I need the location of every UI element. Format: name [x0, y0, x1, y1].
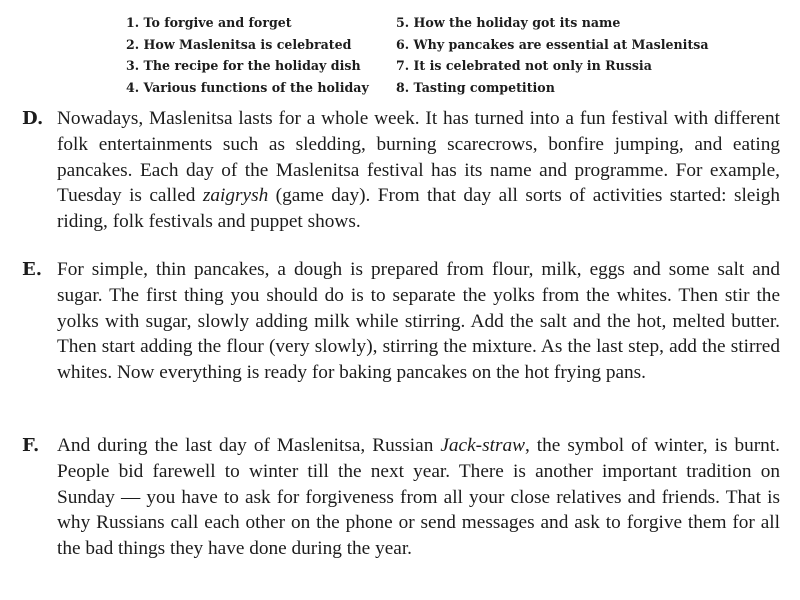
paragraph-d	[22, 106, 780, 235]
paragraph-text	[57, 433, 780, 562]
heading-item: 6. Why pancakes are essential at Maslenitsa	[396, 36, 709, 52]
text-run: Nowadays, Maslenitsa lasts for a whole week. It has turned into a fun festival with different folk entertainments such as sledding, burning scarecrows, bonfire jumping, and eating pancakes. Each day of the Maslenitsa festival has its name and programme. For example, Tuesday is called	[57, 108, 780, 207]
headings-list	[126, 12, 709, 98]
heading-item: 5. How the holiday got its name	[396, 15, 621, 30]
text-run: And during the last day of Maslenitsa, Russian	[57, 435, 441, 456]
paragraph-letter: F.	[22, 435, 40, 456]
paragraph-text	[57, 106, 780, 235]
italic-term: Jack-straw	[440, 435, 525, 456]
text-run: (game day). From that day all sorts of activities started: sleigh riding, folk festivals and puppet shows.	[57, 185, 781, 233]
paragraph-letter: E.	[22, 259, 42, 280]
heading-item: 8. Tasting competition	[396, 79, 555, 95]
text-run: , the symbol of winter, is burnt. People bid farewell to winter till the next year. There is another important tradition on Sunday — you have to ask for forgiveness from all your close relatives and friends. That is why Russians call each other on the phone or send messages and ask to forgive them for all the bad things they have done during the year.	[57, 435, 780, 560]
heading-item: 1. To forgive and forget	[126, 15, 292, 30]
heading-item: 2. How Maslenitsa is celebrated	[126, 36, 352, 52]
paragraph-f	[22, 433, 780, 562]
heading-item: 4. Various functions of the holiday	[126, 79, 369, 95]
paragraph-e	[22, 257, 780, 386]
paragraph-letter: D.	[22, 108, 44, 129]
heading-item: 3. The recipe for the holiday dish	[126, 58, 361, 73]
paragraph-text: For simple, thin pancakes, a dough is prepared from flour, milk, eggs and some salt and sugar. The first thing you should do is to separate the yolks from the whites. Then stir the yolks with sugar, slowly adding milk while stirring. Add the salt and the hot, melted butter. Then start adding the flour (very slowly), stirring the mixture. As the last step, add the stirred whites. Now everything is ready for baking pancakes on the hot frying pans.	[57, 259, 780, 384]
italic-term: zaigrysh	[202, 185, 269, 207]
heading-item: 7. It is celebrated not only in Russia	[396, 58, 652, 73]
